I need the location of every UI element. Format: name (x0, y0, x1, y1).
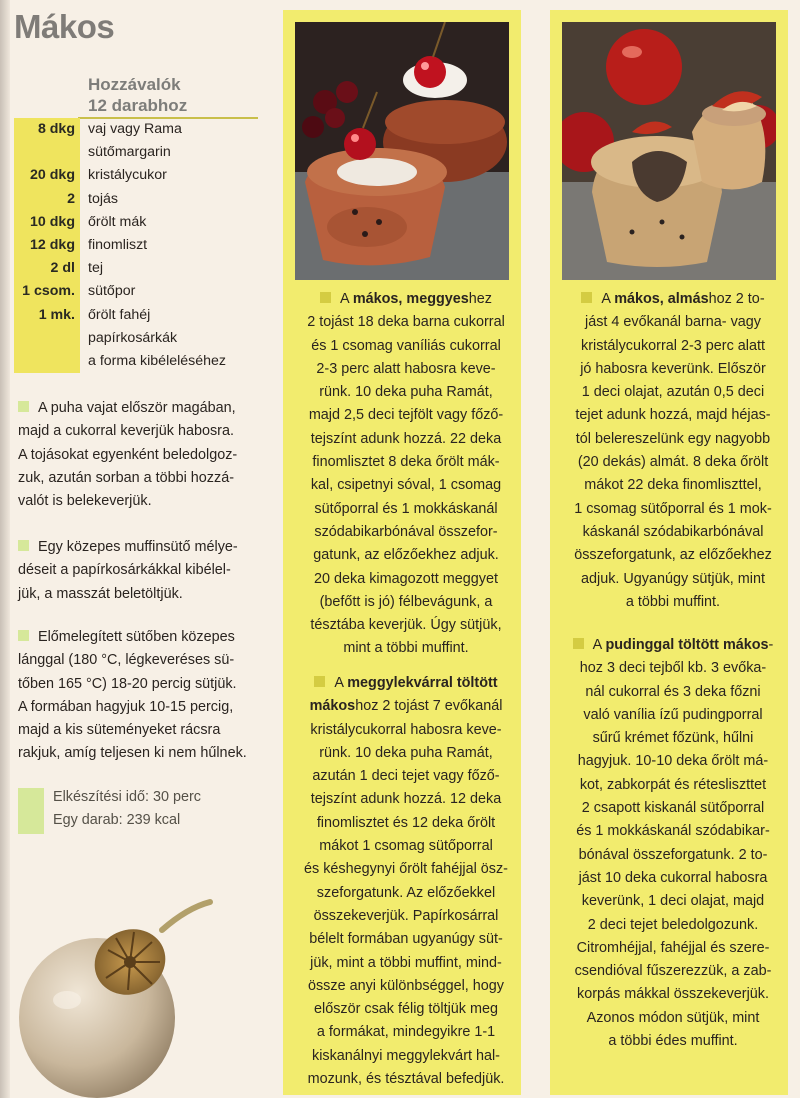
variant-bullet (581, 292, 592, 303)
text-line: először csak félig töltjük meg (314, 1001, 498, 1018)
cherry-variant-name: mákos, meggyes (352, 291, 469, 307)
text-line: mákot 1 csomag sütőporral (319, 838, 493, 855)
jam-variant-text (295, 672, 517, 1091)
ingredients-heading-servings: 12 darabhoz (88, 96, 188, 115)
text-line: tejszínt adunk hozzá. 22 deka (310, 430, 502, 447)
text-line: tésztába keverjük. Úgy sütjük, (310, 617, 502, 634)
text-line: 2 csapott kiskanál sütőporral (581, 800, 765, 817)
pudding-suffix: - (768, 637, 774, 653)
step-bullet (18, 630, 29, 641)
text-line: jük, mint a többi muffint, mind- (310, 954, 502, 971)
text-line: szódabikarbónával összefor- (314, 523, 498, 540)
text-line: 20 deka kimagozott meggyet (314, 570, 498, 587)
ingredient-name: tej (88, 260, 103, 277)
text-line: lánggal (180 °C, légkeveréses sü- (18, 652, 235, 669)
ingredient-quantity: 12 dkg (14, 234, 80, 257)
text-line: Egy közepes muffinsütő mélye- (38, 539, 238, 555)
ingredient-row (14, 280, 274, 303)
text-line: Előmelegített sütőben közepes (38, 629, 235, 645)
prep-time: Elkészítési idő: 30 perc (53, 789, 201, 805)
ingredient-name: őrölt mák (88, 213, 147, 230)
apple-variant-name: mákos, almás (614, 291, 709, 307)
ingredients-heading-title: Hozzávalók (88, 75, 181, 94)
text-line: és késhegynyi őrölt fahéjjal ösz- (304, 861, 508, 878)
ingredient-quantity: 10 dkg (14, 211, 80, 234)
text-line: mozunk, és tésztával befedjük. (307, 1071, 505, 1088)
text-line: mint a többi muffint. (343, 640, 469, 657)
text-line: a többi édes muffint. (608, 1033, 738, 1050)
jam-variant-name: meggylekvárral töltött (347, 675, 498, 691)
ingredient-name: finomliszt (88, 236, 148, 253)
ingredients-table (14, 118, 274, 373)
text-line: déseit a papírkosárkákkal kibélel- (18, 562, 231, 579)
text-line: hoz 3 deci tejből kb. 3 evőka- (579, 660, 767, 677)
ingredient-quantity (14, 327, 80, 350)
step-2 (18, 536, 268, 606)
text-line: kristálycukorral habosra keve- (310, 721, 502, 738)
text-line: 1 deci olajat, azután 0,5 deci (581, 384, 765, 401)
text-line: korpás mákkal összekeverjük. (577, 986, 769, 1003)
ingredient-row (14, 327, 274, 350)
ingredient-quantity: 2 (14, 188, 80, 211)
step-bullet (18, 540, 29, 551)
ingredient-name: sütőmargarin (88, 144, 171, 161)
cherry-intro: A (340, 291, 353, 307)
ingredient-quantity: 8 dkg (14, 118, 80, 141)
text-line: keverünk, 1 deci olajat, majd (581, 893, 765, 910)
text-line: nál cukorral és 3 deka főzni (585, 683, 761, 700)
ingredient-row (14, 141, 274, 164)
step-3 (18, 626, 268, 766)
text-line: 2 deci tejet beledolgozunk. (587, 916, 759, 933)
text-line: szeforgatunk. Az előzőekkel (316, 884, 496, 901)
text-line: rakjuk, amíg teljesen ki nem hűlnek. (18, 745, 247, 762)
step-1 (18, 397, 268, 513)
ingredient-quantity: 2 dl (14, 257, 80, 280)
ingredient-row (14, 257, 274, 280)
text-line: 2-3 perc alatt habosra keve- (316, 360, 496, 377)
apple-intro: A (601, 291, 615, 307)
text-line: való vanília ízű pudingporral (583, 706, 763, 723)
text-line: valót is belekeverjük. (18, 493, 152, 510)
text-line: és 1 csomag vaníliás cukorral (311, 337, 501, 354)
text-line: 1 csomag sütőporral és 1 mok- (574, 500, 772, 517)
text-line: a többi muffint. (625, 593, 721, 610)
ingredient-name: kristálycukor (88, 167, 167, 184)
text-line: rünk. 10 deka puha Ramát, (319, 744, 493, 761)
text-line: bónával összeforgatunk. 2 to- (578, 846, 768, 863)
apple-muffin-photo (562, 22, 776, 280)
text-line: összekeverjük. Papírkosárral (313, 907, 499, 924)
recipe-panel-left (283, 10, 521, 1095)
ingredient-quantity (14, 141, 80, 164)
jam-intro: A (334, 675, 348, 691)
text-line: majd 2,5 deci tejfölt vagy főző- (308, 407, 504, 424)
text-line: sütőporral és 1 mokkáskanál (314, 500, 498, 517)
text-line: jó habosra keverünk. Először (580, 360, 766, 377)
ingredients-heading (88, 74, 187, 116)
text-line: mákot 22 deka finomliszttel, (584, 477, 762, 494)
text-line: A tojásokat egyenként beledolgoz- (18, 446, 238, 463)
text-line: tőben 165 °C) 18-20 percig sütjük. (18, 675, 237, 692)
pudding-variant-text (562, 634, 784, 1053)
text-line: a formákat, mindegyikre 1-1 (316, 1024, 496, 1041)
text-line: rünk. 10 deka puha Ramát, (319, 384, 493, 401)
text-line: sűrű krémet főzünk, hűlni (592, 730, 754, 747)
text-line: össze anyi különbséggel, hogy (307, 977, 504, 994)
text-line: Citromhéjjal, fahéjjal és szere- (576, 939, 770, 956)
poppy-seed-pod-image (12, 890, 232, 1098)
text-line: jást 10 deka cukorral habosra (578, 869, 768, 886)
text-line: zuk, azután sorban a többi hozzá- (18, 469, 234, 486)
ingredient-row (14, 211, 274, 234)
text-line: kal, csipetnyi sóval, 1 csomag (310, 477, 502, 494)
ingredient-row (14, 118, 274, 141)
text-line: jást 4 evőkanál barna- vagy (585, 314, 761, 331)
page-title: Mákos (14, 8, 115, 45)
text-line: bélelt formában ugyanúgy süt- (309, 931, 503, 948)
ingredient-name: vaj vagy Rama (88, 121, 182, 137)
text-line: Azonos módon sütjük, mint (586, 1009, 760, 1026)
text-line: gatunk, az előzőekhez adjuk. (313, 547, 499, 564)
text-line: 2 tojást 18 deka barna cukorral (307, 314, 505, 331)
text-line: kot, zabkorpát és rétesliszttet (579, 776, 767, 793)
text-line: majd a kis süteményeket rácsra (18, 722, 221, 739)
text-line: káskanál szódabikarbónával (582, 523, 764, 540)
pudding-intro: A (592, 637, 606, 653)
cherry-variant-text (295, 288, 517, 661)
ingredient-name: sütőpor (88, 283, 136, 300)
text-line: kiskanálnyi meggylekvárt hal- (312, 1047, 500, 1064)
text-line: hagyjuk. 10-10 deka őrölt má- (577, 753, 769, 770)
ingredient-row (14, 234, 274, 257)
text-line: finomlisztet 8 deka őrölt mák- (312, 454, 500, 471)
page-edge-shadow (0, 0, 10, 1098)
variant-bullet (314, 676, 325, 687)
meta-marker (18, 788, 44, 834)
text-line: összeforgatunk, az előzőekhez (574, 547, 772, 564)
text-line: (befőtt is jó) félbevágunk, a (319, 593, 493, 610)
variant-bullet (320, 292, 331, 303)
jam-suffix: hoz 2 tojást 7 evőkanál (355, 698, 503, 715)
text-line: jük, a masszát beletöltjük. (18, 585, 183, 602)
ingredient-quantity: 1 mk. (14, 304, 80, 327)
recipe-meta (18, 786, 268, 836)
ingredient-row (14, 164, 274, 187)
text-line: azután 1 deci tejet vagy főző- (312, 768, 500, 785)
text-line: finomlisztet és 12 deka őrölt (316, 814, 496, 831)
jam-variant-name-2: mákos (309, 698, 356, 715)
calories: Egy darab: 239 kcal (53, 812, 181, 828)
cherry-suffix: hez (468, 291, 492, 307)
ingredient-name: a forma kibéleléséhez (88, 352, 227, 369)
ingredient-quantity (14, 350, 80, 373)
ingredient-name: tojás (88, 190, 118, 207)
ingredient-quantity: 1 csom. (14, 280, 80, 303)
text-line: tejszínt adunk hozzá. 12 deka (310, 791, 502, 808)
apple-variant-text (562, 288, 784, 614)
ingredient-quantity: 20 dkg (14, 164, 80, 187)
text-line: A puha vajat először magában, (38, 400, 236, 416)
ingredient-row (14, 304, 274, 327)
text-line: kristálycukorral 2-3 perc alatt (581, 337, 765, 354)
ingredient-name: őrölt fahéj (88, 306, 151, 323)
text-line: majd a cukorral keverjük habosra. (18, 423, 234, 440)
text-line: tól belereszelünk egy nagyobb (575, 430, 771, 447)
text-line: csendióval fűszerezzük, a zab- (574, 963, 772, 980)
text-line: adjuk. Ugyanúgy sütjük, mint (581, 570, 765, 587)
cherry-muffin-photo (295, 22, 509, 280)
text-line: és 1 mokkáskanál szódabikar- (576, 823, 770, 840)
recipe-panel-right (550, 10, 788, 1095)
step-bullet (18, 401, 29, 412)
pudding-variant-name: pudinggal töltött mákos (605, 637, 769, 653)
ingredient-name: papírkosárkák (88, 329, 178, 346)
ingredient-row (14, 188, 274, 211)
text-line: A formában hagyjuk 10-15 percig, (18, 698, 234, 715)
text-line: (20 dekás) almát. 8 deka őrölt (577, 454, 769, 471)
text-line: tejet adunk hozzá, majd héjas- (575, 407, 771, 424)
variant-bullet (573, 638, 584, 649)
ingredient-row (14, 350, 274, 373)
apple-suffix: hoz 2 to- (708, 291, 765, 307)
